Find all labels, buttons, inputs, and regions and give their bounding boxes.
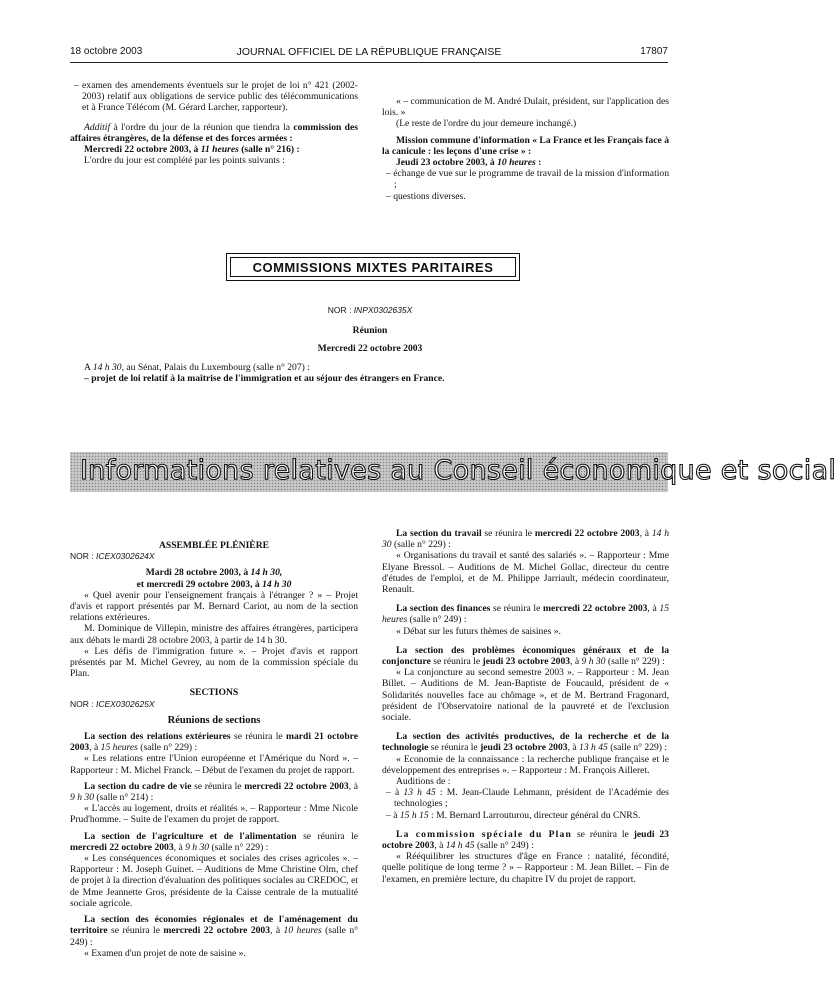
- section-meeting-text: « Examen d'un projet de note de saisine ».: [84, 947, 246, 959]
- reunion-projet: – projet de loi relatif à la maîtrise de l'immigration et au séjour des étrangers en France.: [84, 372, 445, 384]
- cmp-title: COMMISSIONS MIXTES PARITAIRES: [230, 257, 516, 277]
- assemblee-item: « Les défis de l'immigration future ». – Projet d'avis et rapport présentés par M. Michel Gevrey, au nom de la commission spéciale du Plan.: [70, 645, 358, 680]
- assemblee-date-2: et mercredi 29 octobre 2003, à 14 h 30: [136, 578, 292, 590]
- section-meeting: La section des problèmes économiques généraux et de la conjoncture se réunira le jeudi 23 octobre 2003, à 9 h 30 (salle n° 229) :: [382, 644, 669, 668]
- ces-banner: [70, 452, 836, 492]
- section-meeting: La section des finances se réunira le mercredi 22 octobre 2003, à 15 heures (salle n° 249) :: [382, 603, 669, 626]
- sections-title: SECTIONS: [189, 687, 239, 699]
- meeting-date: Mercredi 22 octobre 2003, à 11 heures (salle n° 216) :: [84, 144, 300, 156]
- auditions-heading: Auditions de :: [396, 776, 451, 788]
- reunion-date: Mercredi 22 octobre 2003: [317, 343, 423, 355]
- agenda-completed: L'ordre du jour est complété par les points suivants :: [84, 155, 285, 167]
- page-header: [70, 46, 668, 63]
- section-meeting-text: « Les conséquences économiques et sociales des crises agricoles ». – Rapporteur : M. Joseph Guinet. – Auditions de Mme Christine Olm, chef de projet à la direction d'évaluation des politiques sociales au CREDOC, et de Mme Jeannette Gros, présidente de la Caisse centrale de la mutualité sociale agricole.: [70, 853, 358, 909]
- section-meeting: La section de l'agriculture et de l'alimentation se réunira le mercredi 22 octobre 2003, à 9 h 30 (salle n° 229) :: [70, 830, 358, 853]
- reunions-heading: Réunions de sections: [167, 714, 261, 726]
- agenda-note: (Le reste de l'ordre du jour demeure inchangé.): [396, 118, 577, 130]
- section-meeting-text: « Débat sur les futurs thèmes de saisines ».: [396, 625, 561, 637]
- section-meeting-text: « La conjoncture au second semestre 2003 ». – Rapporteur : M. Jean Billet. – Auditions de M. Jean-Baptiste de Foucauld, président de « Solidarités nouvelles face au chômage », et de M. Bertrand Fragonard, président de l'Observatoire national de la pauvreté et de l'exclusion sociale.: [382, 667, 669, 724]
- header-journal-title: JOURNAL OFFICIEL DE LA RÉPUBLIQUE FRANÇAISE: [236, 46, 502, 58]
- section-meeting-text: « Rééquilibrer les structures d'âge en France : natalité, fécondité, quelle politique de long terme ? » – Rapporteur : M. Jean Billet. – Fin de l'examen, en première lecture, du chapitre IV du projet de rapport.: [382, 851, 669, 885]
- audition-item: – à 15 h 15 : M. Bernard Larrouturou, directeur général du CNRS.: [386, 809, 641, 821]
- top-right-column: [382, 96, 669, 202]
- reunion-place: A 14 h 30, au Sénat, Palais du Luxembourg (salle n° 207) :: [84, 361, 310, 373]
- agenda-item: – questions diverses.: [386, 190, 466, 202]
- agenda-item: – examen des amendements éventuels sur le projet de loi n° 421 (2002-2003) relatif aux obligations de service public des télécommunications et à France Télécom (M. Gérard Larcher, rapporteur).: [74, 80, 358, 114]
- cmp-title-box: [226, 253, 520, 281]
- ces-banner-title: Informations relatives au Conseil économique et social: [80, 455, 836, 486]
- section-meeting-text: « Les relations entre l'Union européenne et l'Amérique du Nord ». – Rapporteur : M. Michel Franck. – Début de l'examen du projet de rapport.: [70, 753, 358, 776]
- assemblee-item: M. Dominique de Villepin, ministre des affaires étrangères, participera aux débats le mardi 28 octobre 2003, à partir de 14 h 30.: [70, 623, 358, 646]
- meeting-date: Jeudi 23 octobre 2003, à 10 heures :: [396, 157, 542, 169]
- audition-item: – à 13 h 45 : M. Jean-Claude Lehmann, président de l'Académie des technologies ;: [386, 787, 670, 810]
- nor-reference: NOR : ICEX0302624X: [70, 551, 155, 562]
- agenda-item: – échange de vue sur le programme de travail de la mission d'information ;: [386, 168, 669, 191]
- reunion-heading: Réunion: [352, 325, 388, 337]
- top-left-column: [70, 80, 358, 166]
- section-meeting: La section du cadre de vie se réunira le mercredi 22 octobre 2003, à 9 h 30 (salle n° 214) :: [70, 780, 358, 804]
- section-meeting: La section du travail se réunira le mercredi 22 octobre 2003, à 14 h 30 (salle n° 229) :: [382, 528, 669, 551]
- section-meeting-text: « Economie de la connaissance : la recherche publique française et le développement des entreprises ». – Rapporteur : M. François Ailleret.: [382, 753, 669, 776]
- section-meeting-text: « Organisations du travail et santé des salariés ». – Rapporteur : Mme Elyane Bressol. – Auditions de M. Michel Gollac, directeur du centre d'études de l'emploi, et de M. Philippe Jarriault, médecin coordinateur, Renault.: [382, 550, 669, 596]
- section-meeting: La section des économies régionales et de l'aménagement du territoire se réunira le mercredi 22 octobre 2003, à 10 heures (salle n° 249) :: [70, 914, 358, 948]
- header-page-number: 17807: [640, 46, 668, 57]
- agenda-item: « – communication de M. André Dulait, président, sur l'application des lois. »: [382, 96, 669, 119]
- section-meeting: La section des activités productives, de la recherche et de la technologie se réunira le jeudi 23 octobre 2003, à 13 h 45 (salle n° 229) :: [382, 731, 669, 754]
- header-date: 18 octobre 2003: [70, 46, 143, 57]
- assemblee-title: ASSEMBLÉE PLÉNIÈRE: [158, 540, 270, 551]
- cmp-section: [70, 305, 670, 384]
- additif-paragraph: Additif à l'ordre du jour de la réunion que tiendra la commission des affaires étrangères, de la défense et des forces armées :: [70, 121, 358, 144]
- section-meeting: La section des relations extérieures se réunira le mardi 21 octobre 2003, à 15 heures (salle n° 229) :: [70, 731, 358, 754]
- lower-right-column: [382, 528, 669, 885]
- lower-left-column: [70, 540, 358, 959]
- nor-reference: NOR : INPX0302635X: [327, 305, 413, 315]
- nor-reference: NOR : ICEX0302625X: [70, 698, 155, 709]
- assemblee-date-1: Mardi 28 octobre 2003, à 14 h 30,: [145, 567, 283, 579]
- assemblee-item: « Quel avenir pour l'enseignement français à l'étranger ? » – Projet d'avis et rapport présentés par M. Bernard Cariot, au nom de la section relations extérieures.: [70, 589, 358, 624]
- section-meeting-text: « L'accès au logement, droits et réalités ». – Rapporteur : Mme Nicole Prud'homme. – Suite de l'examen du projet de rapport.: [70, 803, 358, 826]
- mission-title: Mission commune d'information « La France et les Français face à la canicule : les leçons d'une crise » :: [382, 134, 669, 157]
- section-meeting: La commission spéciale du Plan se réunira le jeudi 23 octobre 2003, à 14 h 45 (salle n° 249) :: [382, 828, 669, 852]
